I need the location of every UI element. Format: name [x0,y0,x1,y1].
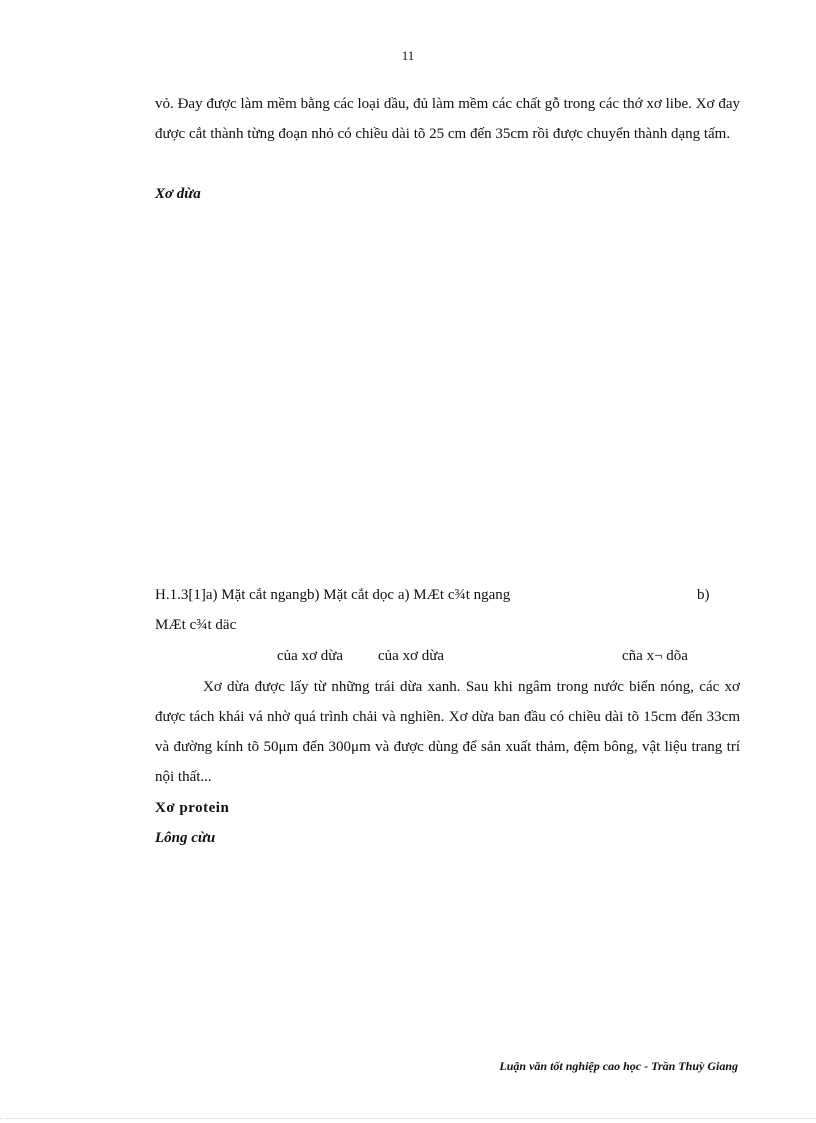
figure-caption-line-2: MÆt c¾t däc [155,617,237,633]
paragraph-coconut-fiber: Xơ dừa được lấy từ những trái dừa xanh. Sau khi ngâm trong nước biển nóng, các xơ được tách khái vá nhờ quá trình chải và nghiền. Xơ dừa ban đầu có chiều dài tõ 15cm đến 33cm và đường kính tõ 50μm đến 300μm và được dùng để sản xuất thảm, đệm bông, vật liệu trang trí nội thất... [155,679,740,785]
page-bottom-divider [0,1118,816,1119]
figure-caption-sub-a: của xơ dừa [277,648,344,664]
figure-caption-line-1: H.1.3[1]a) Mặt cắt ngangb) Mặt cắt dọc a) MÆt c¾t ngang [155,587,511,603]
figure-caption-sub-c: cña x¬ dõa [622,648,688,664]
section-heading-protein-fiber: Xơ protein [155,800,230,816]
page-footer: Luận văn tốt nghiệp cao học - Trần Thuỳ Giang [499,1059,738,1073]
page-number: 11 [401,48,415,63]
figure-caption-sub-b: của xơ dừa [378,648,445,664]
section-heading-coconut-fiber: Xơ dừa [155,186,201,202]
section-heading-wool: Lông cừu [155,830,216,846]
figure-caption-line-1-right: b) [697,587,710,603]
figure-placeholder [155,215,740,575]
paragraph-jute-softening: vỏ. Đay được làm mềm bằng các loại dầu, đủ làm mềm các chất gỗ trong các thớ xơ libe. Xơ đay được cắt thành từng đoạn nhỏ có chiều dài tõ 25 cm đến 35cm rồi được chuyển thành dạng tấm. [155,96,740,142]
